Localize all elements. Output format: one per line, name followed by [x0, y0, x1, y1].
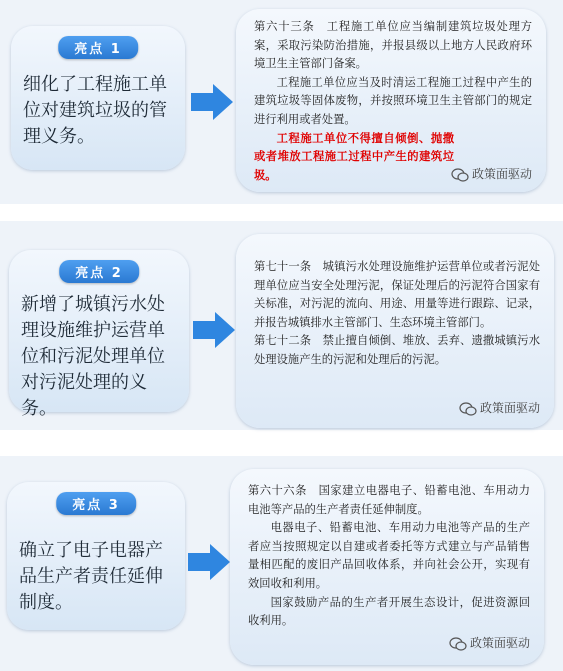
highlight-1-summary-card	[11, 26, 185, 170]
highlight-2-watermark-text: 政策面驱动	[479, 401, 540, 416]
highlight-1-watermark-text: 政策面驱动	[471, 167, 532, 182]
highlight-3-badge: 亮点 3	[56, 492, 136, 515]
highlight-3-summary: 确立了电子电器产品生产者责任延伸制度。	[19, 540, 163, 613]
highlight-1-badge: 亮点 1	[58, 36, 138, 59]
arrow-right-icon	[186, 542, 232, 582]
highlight-1-summary: 细化了工程施工单位对建筑垃圾的管理义务。	[23, 74, 167, 147]
highlight-2-article-card	[236, 234, 554, 428]
highlight-1-article-paragraph: 工程施工单位应当及时清运工程施工过程中产生的建筑垃圾等固体废物，并按照环境卫生主管部门的规定进行利用或者处置。	[254, 75, 532, 126]
highlight-2-watermark	[459, 399, 540, 418]
highlight-1-watermark	[451, 165, 532, 184]
highlight-2-badge: 亮点 2	[59, 260, 139, 283]
highlight-2-summary-card	[9, 250, 189, 419]
highlight-3-article-paragraph: 电器电子、铅蓄电池、车用动力电池等产品的生产者应当按照规定以自建或者委托等方式建立与产品销售量相匹配的废旧产品回收体系，并向社会公开，实现有效回收和利用。	[248, 521, 530, 590]
arrow-right-icon	[189, 82, 235, 122]
highlight-3-watermark	[449, 634, 530, 653]
wechat-icon	[449, 637, 467, 651]
highlight-2-article-paragraph: 第七十二条 禁止擅自倾倒、堆放、丢弃、遗撒城镇污水处理设施产生的污泥和处理后的污泥。	[254, 334, 540, 366]
highlight-1-article-paragraph-emphasis: 工程施工单位不得擅自倾倒、抛撒或者堆放工程施工过程中产生的建筑垃圾。	[254, 131, 454, 182]
highlight-1-article-paragraph: 第六十三条 工程施工单位应当编制建筑垃圾处理方案，采取污染防治措施，并报县级以上地方人民政府环境卫生主管部门备案。	[254, 20, 532, 71]
wechat-icon	[451, 168, 469, 182]
highlight-3-summary-card	[7, 482, 185, 630]
highlight-3-article-card	[230, 469, 544, 665]
highlight-3-article-paragraph: 国家鼓励产品的生产者开展生态设计，促进资源回收利用。	[248, 595, 530, 628]
arrow-right-icon	[191, 310, 237, 350]
highlight-2-summary: 新增了城镇污水处理设施维护运营单位和污泥处理单位对污泥处理的义务。	[21, 294, 165, 419]
highlight-3-watermark-text: 政策面驱动	[469, 636, 530, 651]
highlight-2-article-paragraph: 第七十一条 城镇污水处理设施维护运营单位或者污泥处理单位应当安全处理污泥，保证处理后的污泥符合国家有关标准，对污泥的流向、用途、用量等进行跟踪、记录，并报告城镇排水主管部门、生态环境主管部门。	[254, 260, 540, 329]
highlight-3-article-paragraph: 第六十六条 国家建立电器电子、铅蓄电池、车用动力电池等产品的生产者责任延伸制度。	[248, 484, 530, 516]
highlight-1-article-card	[236, 9, 546, 192]
wechat-icon	[459, 402, 477, 416]
